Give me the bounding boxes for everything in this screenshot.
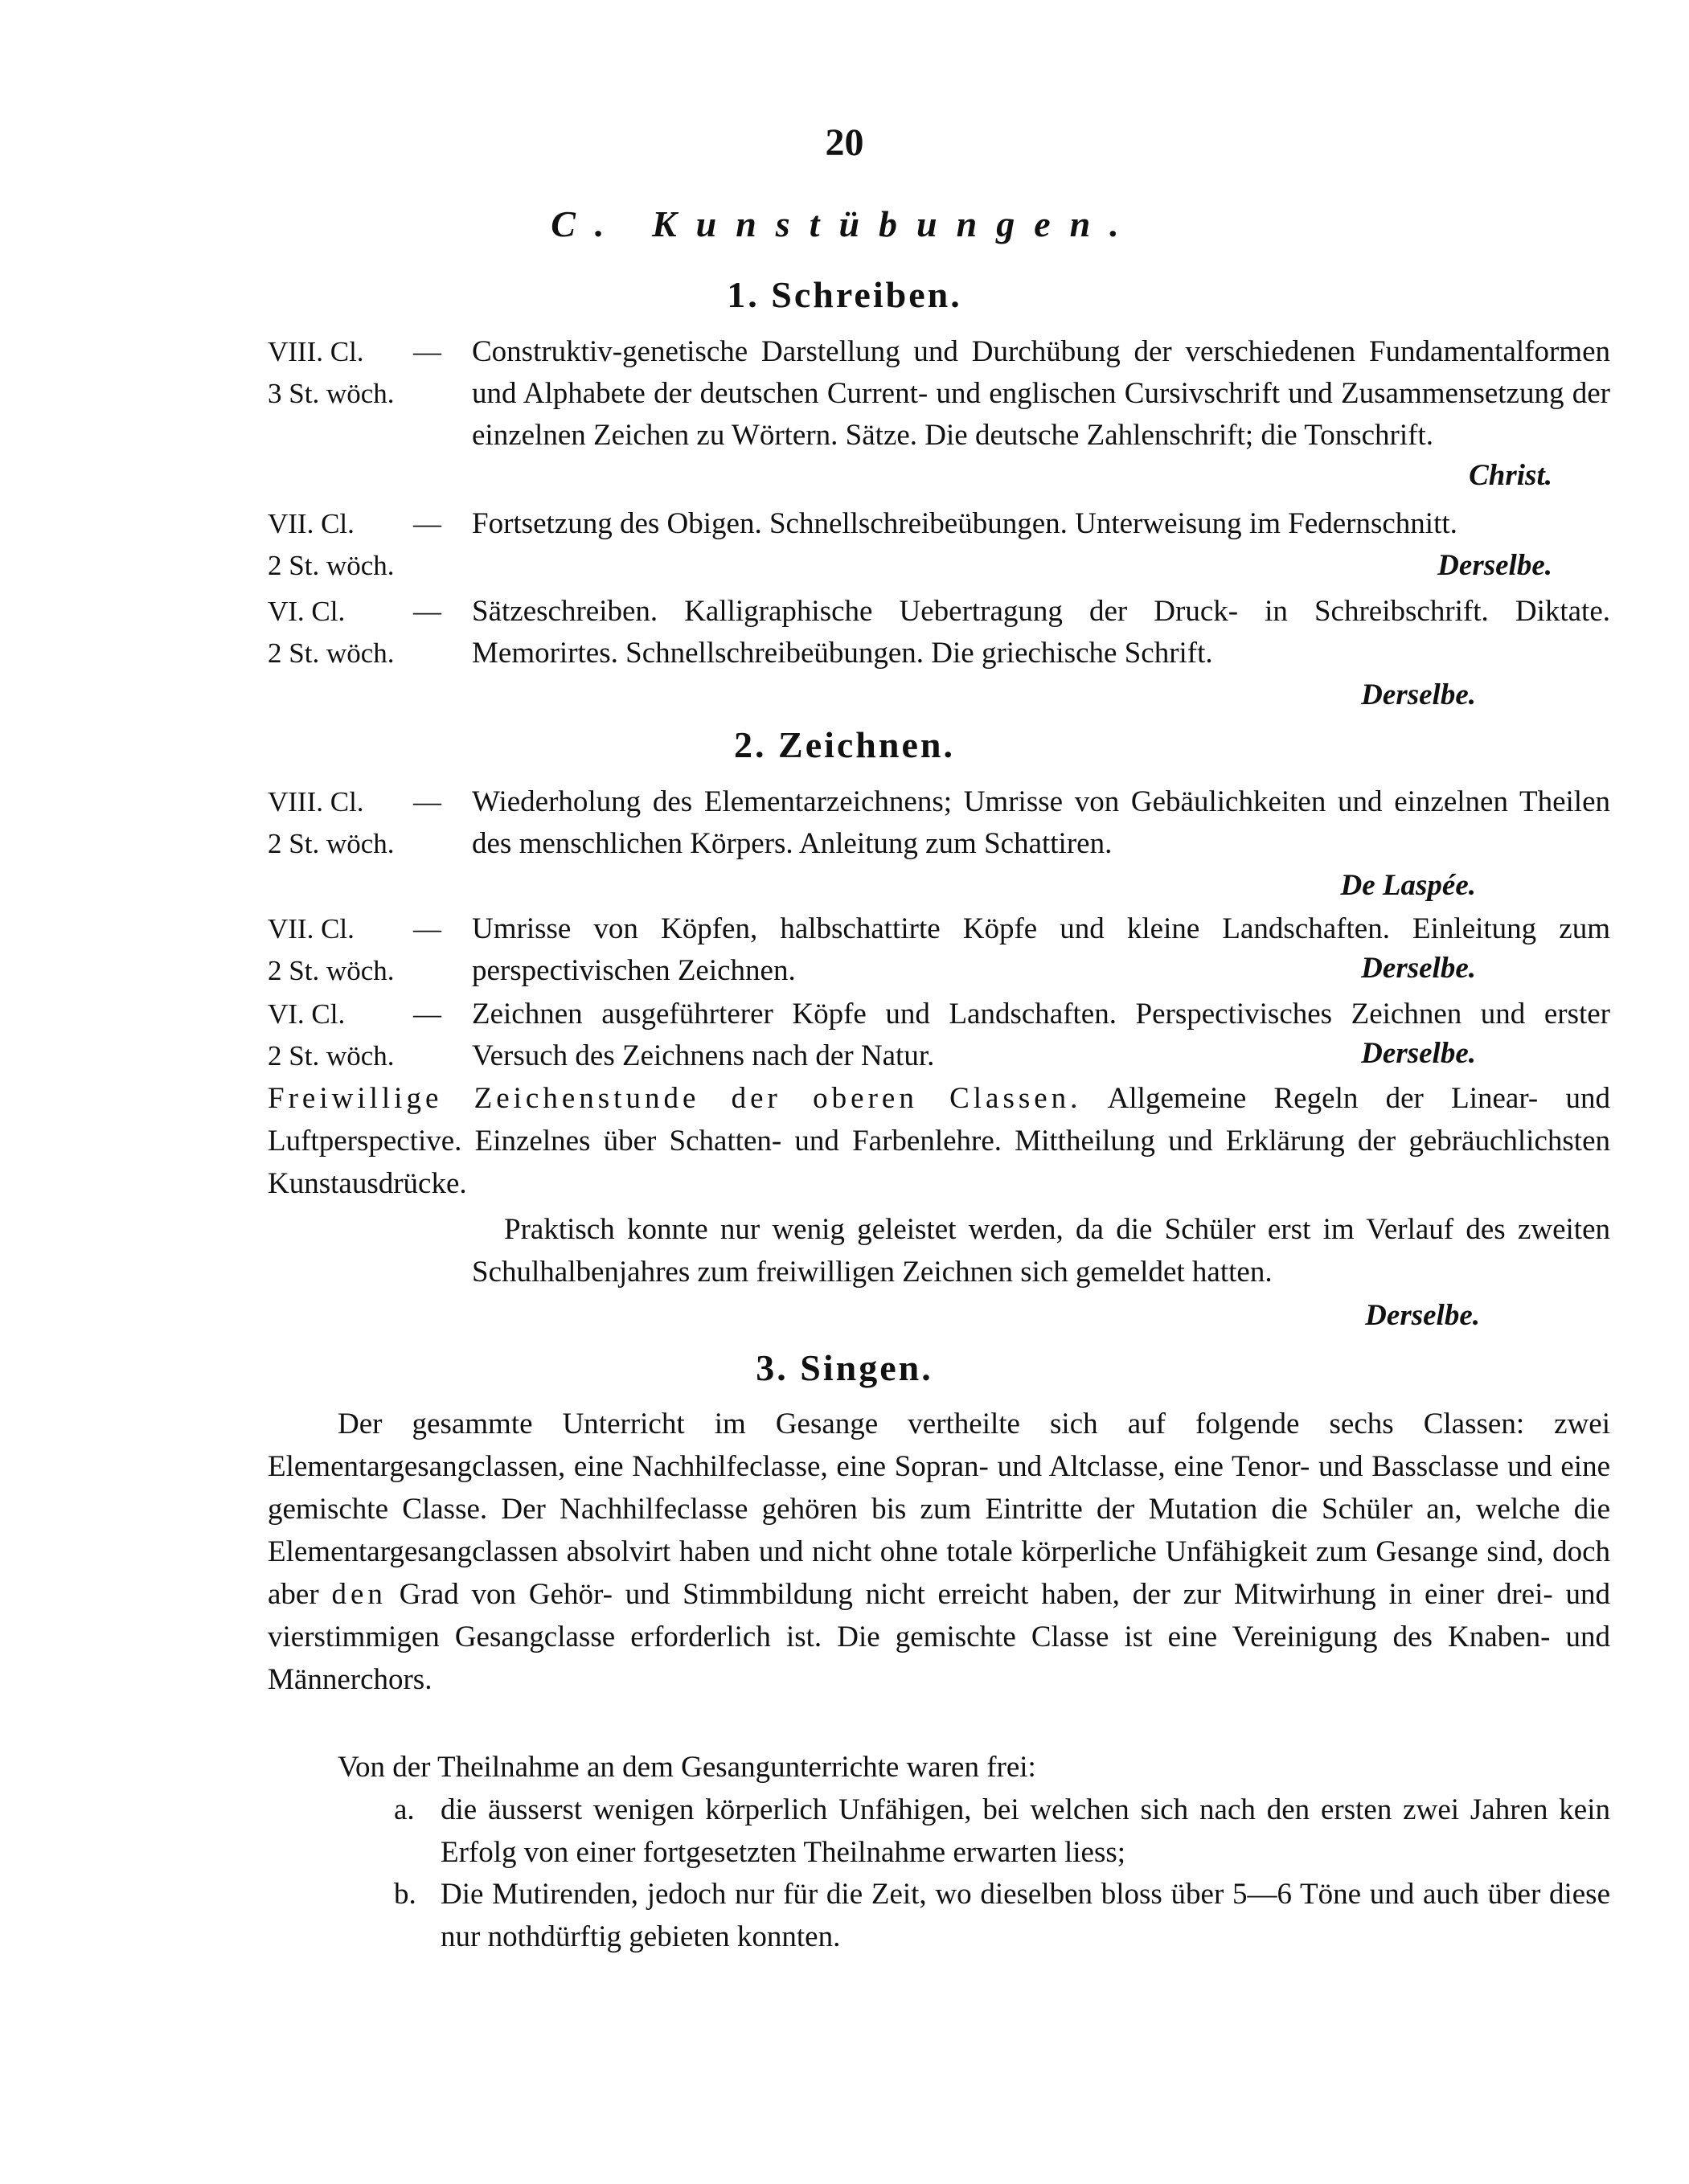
entry-dash: — (413, 508, 441, 539)
freiwillige-text: Allgemeine Regeln der Linear- und Luftperspective. Einzelnes über Schatten- und Farbenlehre. Mittheilung und Erklärung der gebräuchlichsten Kunstausdrücke. (268, 1082, 1611, 1200)
heading-zeichnen: 2. Zeichnen. (734, 724, 955, 765)
page-number: 20 (825, 121, 864, 164)
hours-label: 2 St. wöch. (268, 637, 395, 669)
heading-singen: 3. Singen. (756, 1347, 933, 1388)
entry-dash: — (413, 596, 441, 627)
teacher-name: De Laspée. (1340, 869, 1476, 902)
entry-text: Sätzeschreiben. Kalligraphische Uebertragung der Druck- in Schreibschrift. Diktate. Memorirtes. Schnellschreibeübungen. Die griechische Schrift. (472, 595, 1610, 670)
teacher-name: Derselbe. (1361, 678, 1476, 711)
entry-text: Fortsetzung des Obigen. Schnellschreibeübungen. Unterweisung im Federnschnitt. (472, 507, 1457, 540)
class-label: VII. Cl. (268, 508, 355, 539)
freiwillige-label: Freiwillige Zeichenstunde der oberen Classen. (268, 1082, 1082, 1115)
entry-text: Construktiv-genetische Darstellung und Durchübung der verschiedenen Fundamentalformen und Alphabete der deutschen Current- und englischen Cursivschrift und Zusammensetzung der einzelnen Zeichen zu Wörtern. Sätze. Die deutsche Zahlenschrift; die Tonschrift. (472, 335, 1610, 452)
class-label: VIII. Cl. (268, 786, 364, 817)
hours-label: 2 St. wöch. (268, 955, 395, 986)
teacher-name: Derselbe. (1361, 952, 1476, 985)
class-label: VI. Cl. (268, 596, 346, 627)
hours-label: 2 St. wöch. (268, 550, 395, 581)
item-text: die äusserst wenigen körperlich Unfähigen, bei welchen sich nach den ersten zwei Jahren kein Erfolg von einer fortgesetzten Theilnahme erwarten liess; (441, 1793, 1610, 1869)
theilnahme-intro: Von der Theilnahme an dem Gesangunterrichte waren frei: (338, 1751, 1036, 1784)
item-marker: a. (394, 1793, 415, 1826)
section-title: C. Kunstübungen. (551, 203, 1138, 244)
freiwillige-paragraph (268, 1077, 1610, 1205)
teacher-name: Derselbe. (1365, 1299, 1480, 1332)
class-label: VIII. Cl. (268, 336, 364, 367)
entry-dash: — (413, 913, 441, 944)
singen-text-b: Grad von Gehör- und Stimmbildung nicht erreicht haben, der zur Mitwirhung in einer drei- und vierstimmigen Gesangclasse erforderlich ist. Die gemischte Classe ist eine Vereinigung des Knaben- und Männerchors. (268, 1578, 1610, 1696)
entry-text: Wiederholung des Elementarzeichnens; Umrisse von Gebäulichkeiten und einzelnen Theilen des menschlichen Körpers. Anleitung zum Schattiren. (472, 785, 1610, 860)
singen-text-a: Der gesammte Unterricht im Gesange vertheilte sich auf folgende sechs Classen: zwei Elementargesangclassen, eine Nachhilfeclasse, eine Sopran- und Altclasse, eine Tenor- und Bassclasse und eine gemischte Classe. Der Nachhilfeclasse gehören bis zum Eintritte der Mutation die Schüler an, welche die Elementargesangclassen absolvirt haben und nicht ohne totale körperliche Unfähigkeit zum Gesange sind, doch aber (268, 1408, 1610, 1611)
singen-paragraph (268, 1403, 1610, 1701)
entry-dash: — (413, 336, 441, 367)
entry-text: Zeichnen ausgeführterer Köpfe und Landschaften. Perspectivisches Zeichnen und erster Versuch des Zeichnens nach der Natur. (472, 998, 1610, 1072)
hours-label: 2 St. wöch. (268, 1040, 395, 1072)
heading-schreiben: 1. Schreiben. (727, 274, 962, 315)
teacher-name: Derselbe. (1437, 549, 1552, 582)
hours-label: 3 St. wöch. (268, 378, 395, 409)
praktisch-paragraph: Praktisch konnte nur wenig geleistet werden, da die Schüler erst im Verlauf des zweiten Schulhalbenjahres zum freiwilligen Zeichnen sich gemeldet hatten. (472, 1213, 1610, 1289)
entry-dash: — (413, 786, 441, 817)
item-marker: b. (394, 1878, 416, 1911)
class-label: VII. Cl. (268, 913, 355, 944)
item-text: Die Mutirenden, jedoch nur für die Zeit, wo dieselben bloss über 5—6 Töne und auch über diese nur nothdürftig gebieten konnten. (441, 1878, 1610, 1953)
singen-text-den: den (331, 1578, 387, 1611)
teacher-name: Derselbe. (1361, 1037, 1476, 1070)
entry-text: Umrisse von Köpfen, halbschattirte Köpfe und kleine Landschaften. Einleitung zum perspectivischen Zeichnen. (472, 912, 1610, 987)
teacher-name: Christ. (1469, 459, 1552, 492)
entry-dash: — (413, 998, 441, 1030)
class-label: VI. Cl. (268, 998, 346, 1030)
hours-label: 2 St. wöch. (268, 828, 395, 859)
